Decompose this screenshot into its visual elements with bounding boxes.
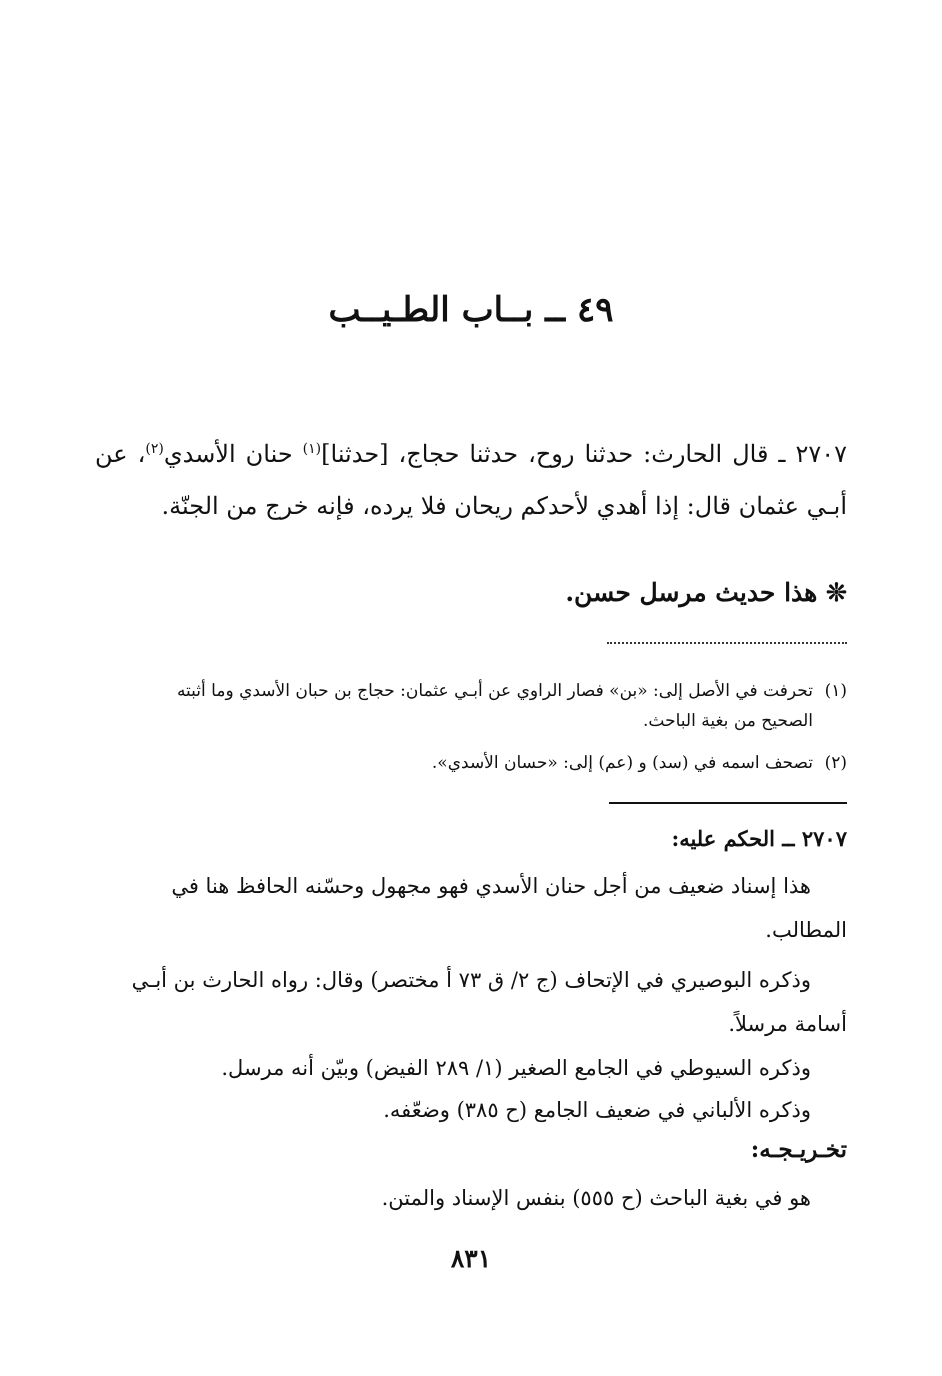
footnote-separator: [607, 642, 847, 644]
ruling-paragraph: وذكره البوصيري في الإتحاف (ج ٢/ ق ٧٣ أ مختصر) وقال: رواه الحارث بن أبـي أسامة مرسلاً.: [131, 968, 847, 1036]
takhrij-title: تخـريـجـه:: [750, 1136, 847, 1163]
footnote: [95, 748, 847, 778]
ruling-paragraph: وذكره السيوطي في الجامع الصغير (١/ ٢٨٩ الفيض) وبيّن أنه مرسل.: [221, 1056, 811, 1080]
footnote-number: (٢): [824, 753, 847, 773]
hadith-text-part: حنان الأسدي: [163, 440, 303, 468]
footnote-text: تصحف اسمه في (سد) و (عم) إلى: «حسان الأسدي».: [431, 753, 813, 773]
chapter-title: ٤٩ ــ بــاب الطـيــب: [328, 290, 614, 330]
hadith-number: ٢٧٠٧: [795, 440, 848, 468]
footnote-ref[interactable]: (٢): [145, 441, 164, 457]
ruling-paragraph: وذكره الألباني في ضعيف الجامع (ح ٣٨٥) وضعّفه.: [383, 1098, 811, 1122]
footnote-ref[interactable]: (١): [302, 441, 322, 457]
hadith-verdict: ❊ هذا حديث مرسل حسن.: [565, 578, 847, 607]
footnote: [95, 676, 847, 736]
section-divider: [609, 802, 847, 804]
ruling-paragraph: هذا إسناد ضعيف من أجل حنان الأسدي فهو مجهول وحسّنه الحافظ هنا في المطالب.: [171, 874, 847, 942]
hadith-text: [95, 423, 847, 532]
hadith-text-part: ، عن أبـي عثمان قال: إذا أهدي لأحدكم ريحان فلا يرده، فإنه خرج من الجنّة.: [95, 440, 847, 520]
page-number: ٨٣١: [450, 1244, 492, 1273]
footnote-text-continued: الصحيح من بغية الباحث.: [643, 711, 813, 731]
footnote-number: (١): [824, 681, 847, 701]
hadith-text-part: ـ قال الحارث: حدثنا روح، حدثنا حجاج، [حدثنا]: [321, 440, 796, 468]
ruling-title: ٢٧٠٧ ــ الحكم عليه:: [671, 826, 847, 851]
takhrij-paragraph: هو في بغية الباحث (ح ٥٥٥) بنفس الإسناد والمتن.: [381, 1186, 811, 1210]
footnote-text: تحرفت في الأصل إلى: «بن» فصار الراوي عن أبـي عثمان: حجاج بن حبان الأسدي وما أثبته: [176, 681, 813, 701]
